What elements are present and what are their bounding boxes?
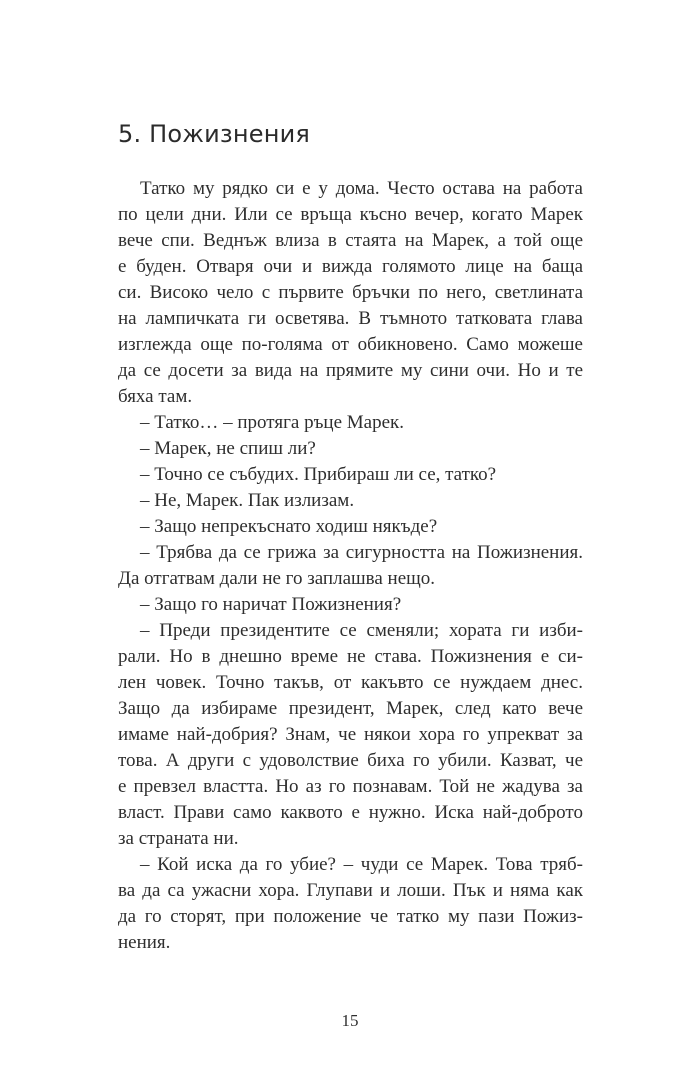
text-line: вече спи. Веднъж влиза в стаята на Марек, а той още [118, 230, 583, 251]
text-line: – Трябва да се грижа за сигурността на Пожизнения. [140, 542, 583, 563]
text-line: по цели дни. Или се връща късно вечер, когато Марек [118, 204, 583, 225]
text-line: – Преди президентите се сменяли; хората ги изби- [140, 620, 583, 641]
text-line: да го сторят, при положение че татко му пази Пожиз- [118, 906, 583, 927]
chapter-title: 5. Пожизнения [118, 120, 311, 148]
text-line: е превзел властта. Но аз го познавам. Той не жадува за [118, 776, 583, 797]
text-line: си. Високо чело с първите бръчки по него, светлината [118, 282, 583, 303]
text-line: имаме най-добрия? Знам, че някои хора го упрекват за [118, 724, 583, 745]
text-line: власт. Прави само каквото е нужно. Иска най-доброто [118, 802, 583, 823]
body-text [118, 176, 583, 956]
text-line: – Точно се събудих. Прибираш ли се, татко? [140, 464, 497, 485]
text-line: Защо да избираме президент, Марек, след като вече [118, 698, 583, 719]
text-line: е буден. Отваря очи и вижда голямото лице на баща [118, 256, 583, 277]
text-line: – Кой иска да го убие? – чуди се Марек. Това тряб- [140, 854, 583, 875]
text-line: – Не, Марек. Пак излизам. [140, 490, 355, 511]
text-line: на лампичката ги осветява. В тъмното татковата глава [118, 308, 583, 329]
page-number: 15 [341, 1011, 359, 1030]
text-line: това. А други с удоволствие биха го убили. Казват, че [118, 750, 583, 771]
text-line: – Марек, не спиш ли? [140, 438, 316, 459]
text-line: Да отгатвам дали не го заплашва нещо. [118, 568, 436, 589]
text-line: рали. Но в днешно време не става. Пожизнения е си- [118, 646, 583, 667]
text-line: лен човек. Точно такъв, от какъвто се нуждаем днес. [118, 672, 583, 693]
text-line: – Татко… – протяга ръце Марек. [140, 412, 404, 433]
text-line: за страната ни. [118, 828, 239, 849]
text-line: Татко му рядко си е у дома. Често остава на работа [140, 178, 583, 199]
text-line: да се досети за вида на прямите му сини очи. Но и те [118, 360, 583, 381]
text-line: бяха там. [118, 386, 193, 407]
text-line: нения. [118, 932, 171, 953]
text-line: – Защо непрекъснато ходиш някъде? [140, 516, 438, 537]
text-line: изглежда още по-голяма от обикновено. Само можеше [118, 334, 583, 355]
text-line: – Защо го наричат Пожизнения? [140, 594, 402, 615]
text-line: ва да са ужасни хора. Глупави и лоши. Пък и няма как [118, 880, 583, 901]
